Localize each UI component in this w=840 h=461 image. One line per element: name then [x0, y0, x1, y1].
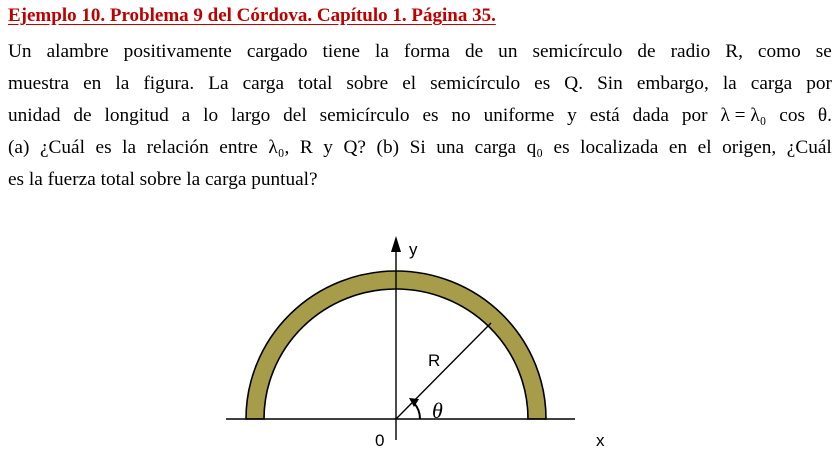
statement-word: cargado	[246, 41, 308, 62]
statement-word: es	[534, 73, 551, 94]
statement-word: es	[553, 137, 570, 158]
statement-word: largo	[230, 105, 271, 126]
statement-word: se	[815, 41, 832, 62]
statement-word: unidad	[8, 105, 61, 126]
statement-word: una	[436, 137, 465, 158]
statement-word: Un	[8, 41, 32, 62]
statement-word: un	[498, 41, 518, 62]
radius-label: R	[428, 351, 441, 370]
statement-word: a	[181, 105, 191, 126]
angle-label: θ	[432, 398, 443, 423]
statement-word: sobre	[346, 73, 389, 94]
statement-word: R	[299, 137, 313, 158]
statement-word: de	[73, 105, 92, 126]
statement-word: La	[208, 73, 229, 94]
statement-word: de	[637, 41, 656, 62]
statement-word: y	[323, 137, 333, 158]
statement-word: dada	[632, 105, 669, 126]
statement-word: por	[806, 73, 832, 94]
statement-word: como	[757, 41, 801, 62]
statement-word: (b)	[376, 137, 400, 158]
statement-word: origen,	[722, 137, 777, 158]
statement-word: Si	[409, 137, 426, 158]
statement-word: forma	[403, 41, 450, 62]
statement-word: semicírculo	[430, 73, 521, 94]
statement-word: carga	[474, 137, 517, 158]
statement-word: semicírculo	[532, 41, 623, 62]
statement-word: θ.	[817, 105, 832, 126]
statement-word: uniforme	[483, 105, 555, 126]
statement-word: ¿Cuál	[39, 137, 85, 158]
statement-word: entre	[219, 137, 258, 158]
statement-word: en	[83, 73, 102, 94]
statement-word: por	[681, 105, 708, 126]
statement-word: localizada	[580, 137, 659, 158]
statement-word: Q?	[343, 137, 366, 158]
statement-word: el	[697, 137, 712, 158]
statement-word: embargo,	[636, 73, 709, 94]
statement-word: ¿Cuál	[786, 137, 832, 158]
y-axis-arrow-icon	[391, 236, 401, 252]
radius-line	[396, 323, 491, 419]
statement-word: (a)	[8, 137, 30, 158]
statement-word: muestra	[8, 73, 70, 94]
x-axis-label: x	[596, 431, 605, 450]
statement-word: la	[115, 73, 130, 94]
statement-word: alambre	[46, 41, 109, 62]
statement-word: q₀	[526, 137, 543, 158]
statement-word: la	[122, 137, 137, 158]
origin-label: 0	[375, 431, 385, 450]
angle-arrow-icon	[409, 398, 419, 407]
statement-word: lo	[203, 105, 219, 126]
statement-word: cos	[779, 105, 805, 126]
statement-word: carga	[242, 73, 284, 94]
statement-word: del	[283, 105, 307, 126]
statement-word: semicírculo	[319, 105, 410, 126]
statement-word: tiene	[322, 41, 360, 62]
statement-word: en	[668, 137, 688, 158]
statement-word: λ₀,	[268, 137, 290, 158]
statement-word: figura.	[143, 73, 195, 94]
statement-word: es	[422, 105, 439, 126]
statement-word: longitud	[104, 105, 169, 126]
problem-title: Ejemplo 10. Problema 9 del Córdova. Capítulo 1. Página 35.	[8, 5, 496, 26]
statement-word: total	[298, 73, 333, 94]
statement-word: la	[375, 41, 389, 62]
statement-word: de	[464, 41, 484, 62]
statement-word: carga	[750, 73, 793, 94]
statement-word: la	[722, 73, 737, 94]
statement-word: y	[567, 105, 577, 126]
statement-word: λ = λ₀	[720, 105, 767, 126]
statement-word: Sin	[597, 73, 623, 94]
statement-word: el	[402, 73, 417, 94]
statement-word: radio	[670, 41, 711, 62]
statement-word: relación	[146, 137, 209, 158]
statement-word: R,	[725, 41, 743, 62]
statement-word: Q.	[564, 73, 584, 94]
statement-word: es	[95, 137, 112, 158]
statement-word: no	[451, 105, 471, 126]
y-axis-label: y	[409, 240, 418, 259]
statement-line-5: es la fuerza total sobre la carga puntual?	[8, 169, 318, 190]
statement-word: positivamente	[123, 41, 232, 62]
statement-word: está	[589, 105, 620, 126]
